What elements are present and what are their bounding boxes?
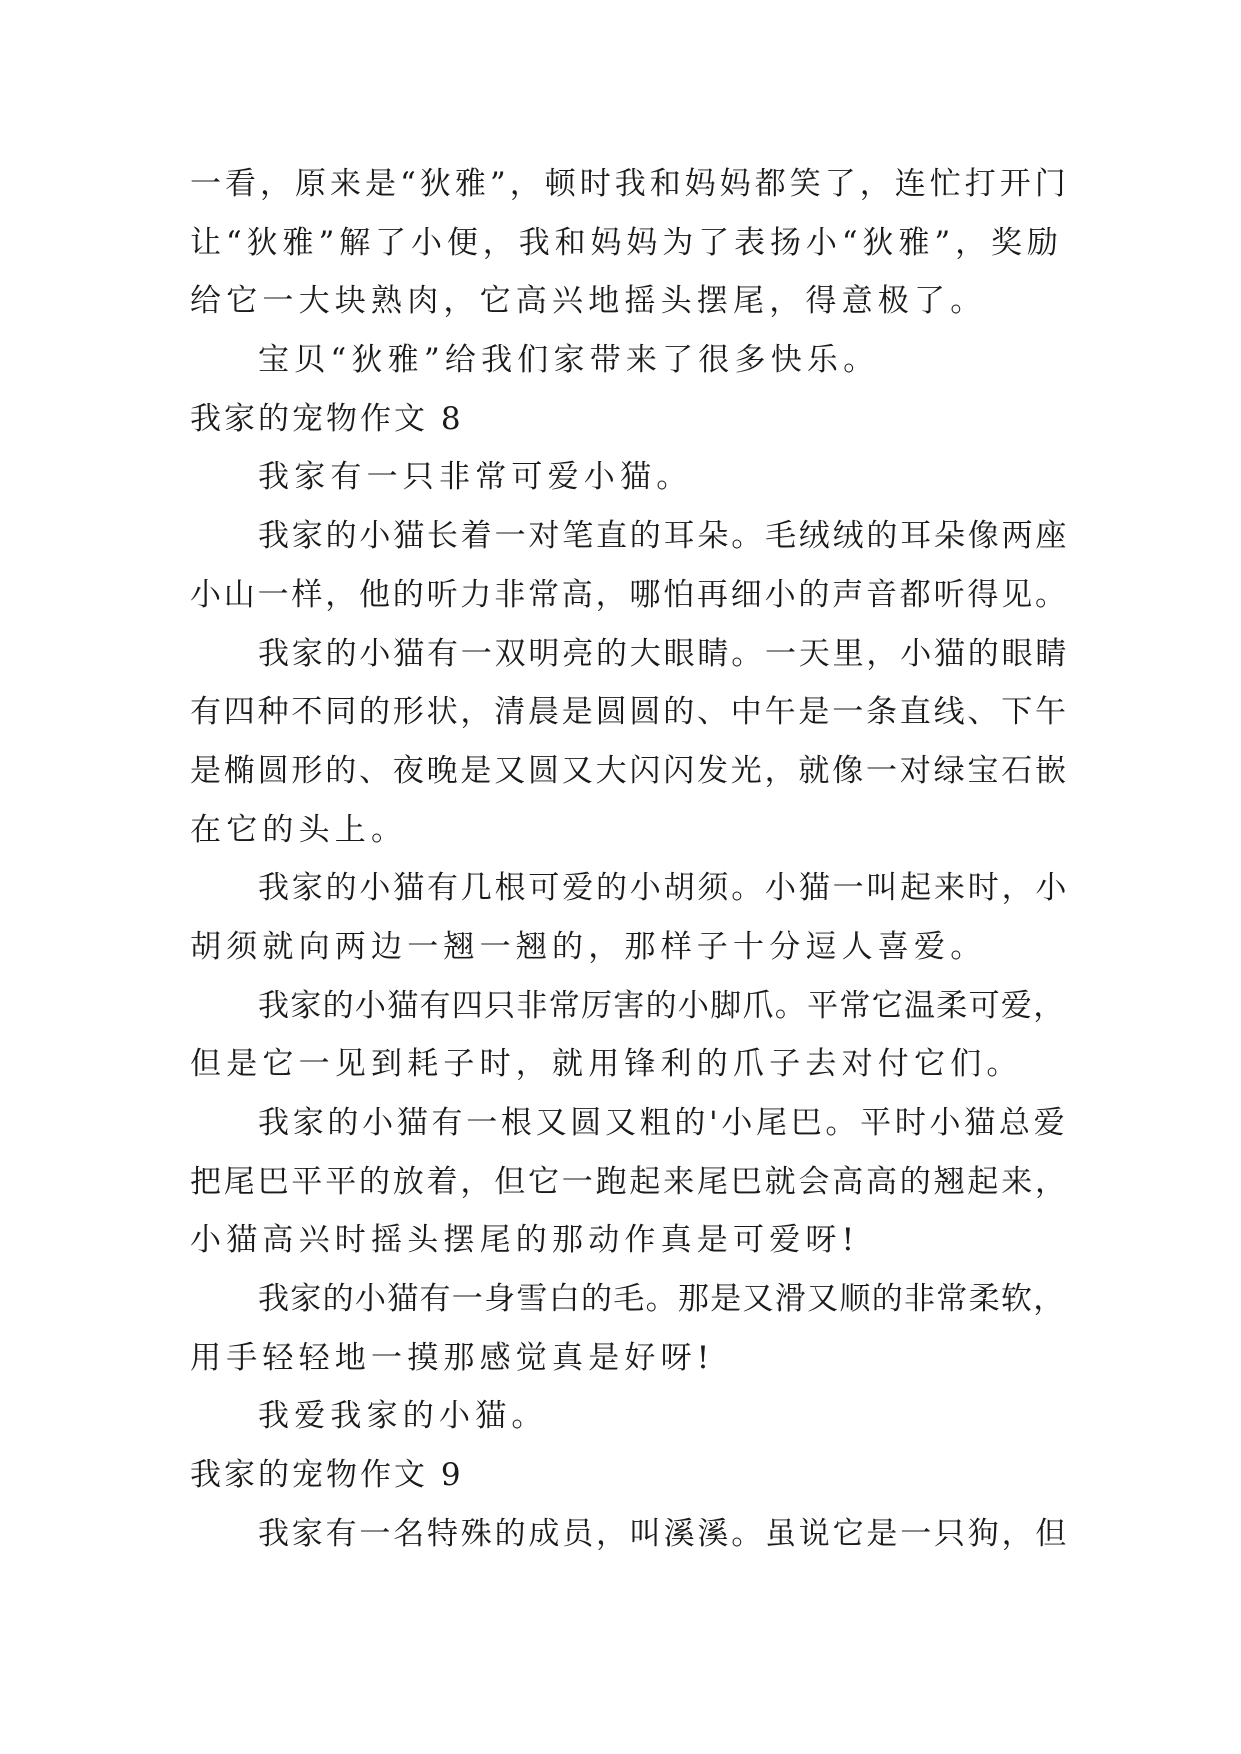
text-line: 小山一样，他的听力非常高，哪怕再细小的声音都听得见。	[190, 576, 1069, 613]
section-heading: 我家的宠物作文 8	[190, 400, 464, 437]
text-line: 在它的头上。	[190, 811, 408, 848]
text-line: 我家有一只非常可爱小猫。	[258, 459, 693, 496]
document-body	[190, 155, 1070, 1564]
text-line: 给它一大块熟肉，它高兴地摇头摆尾，得意极了。	[190, 283, 987, 320]
text-line: 我家的小猫长着一对笔直的耳朵。毛绒绒的耳朵像两座	[258, 518, 1070, 555]
text-line: 我家有一名特殊的成员，叫溪溪。虽说它是一只狗，但	[258, 1515, 1070, 1552]
text-line: 让“狄雅”解了小便，我和妈妈为了表扬小“狄雅”，奖励	[190, 224, 1063, 261]
text-line: 我家的小猫有四只非常厉害的小脚爪。平常它温柔可爱，	[258, 987, 1066, 1024]
text-line: 我爱我家的小猫。	[258, 1398, 548, 1435]
text-line: 胡须就向两边一翘一翘的，那样子十分逗人喜爱。	[190, 928, 987, 965]
text-line: 有四种不同的形状，清晨是圆圆的、中午是一条直线、下午	[190, 694, 1069, 731]
text-line: 我家的小猫有几根可爱的小胡须。小猫一叫起来时，小	[258, 870, 1070, 907]
text-line: 我家的小猫有一身雪白的毛。那是又滑又顺的非常柔软，	[258, 1281, 1066, 1318]
section-heading: 我家的宠物作文 9	[190, 1457, 464, 1494]
text-line: 是椭圆形的、夜晚是又圆又大闪闪发光，就像一对绿宝石嵌	[190, 752, 1069, 789]
text-line: 宝贝“狄雅”给我们家带来了很多快乐。	[258, 342, 880, 379]
text-line: 但是它一见到耗子时，就用锋利的爪子去对付它们。	[190, 1046, 1023, 1083]
text-line: 一看，原来是“狄雅”，顿时我和妈妈都笑了，连忙打开门	[190, 166, 1070, 202]
text-line: 用手轻轻地一摸那感觉真是好呀!	[190, 1339, 715, 1376]
text-line: 小猫高兴时摇头摆尾的那动作真是可爱呀!	[190, 1222, 860, 1259]
text-line: 我家的小猫有一双明亮的大眼睛。一天里，小猫的眼睛	[258, 635, 1070, 672]
text-line: 把尾巴平平的放着，但它一跑起来尾巴就会高高的翘起来，	[190, 1163, 1069, 1200]
text-line: 我家的小猫有一根又圆又粗的'小尾巴。平时小猫总爱	[258, 1105, 1069, 1141]
